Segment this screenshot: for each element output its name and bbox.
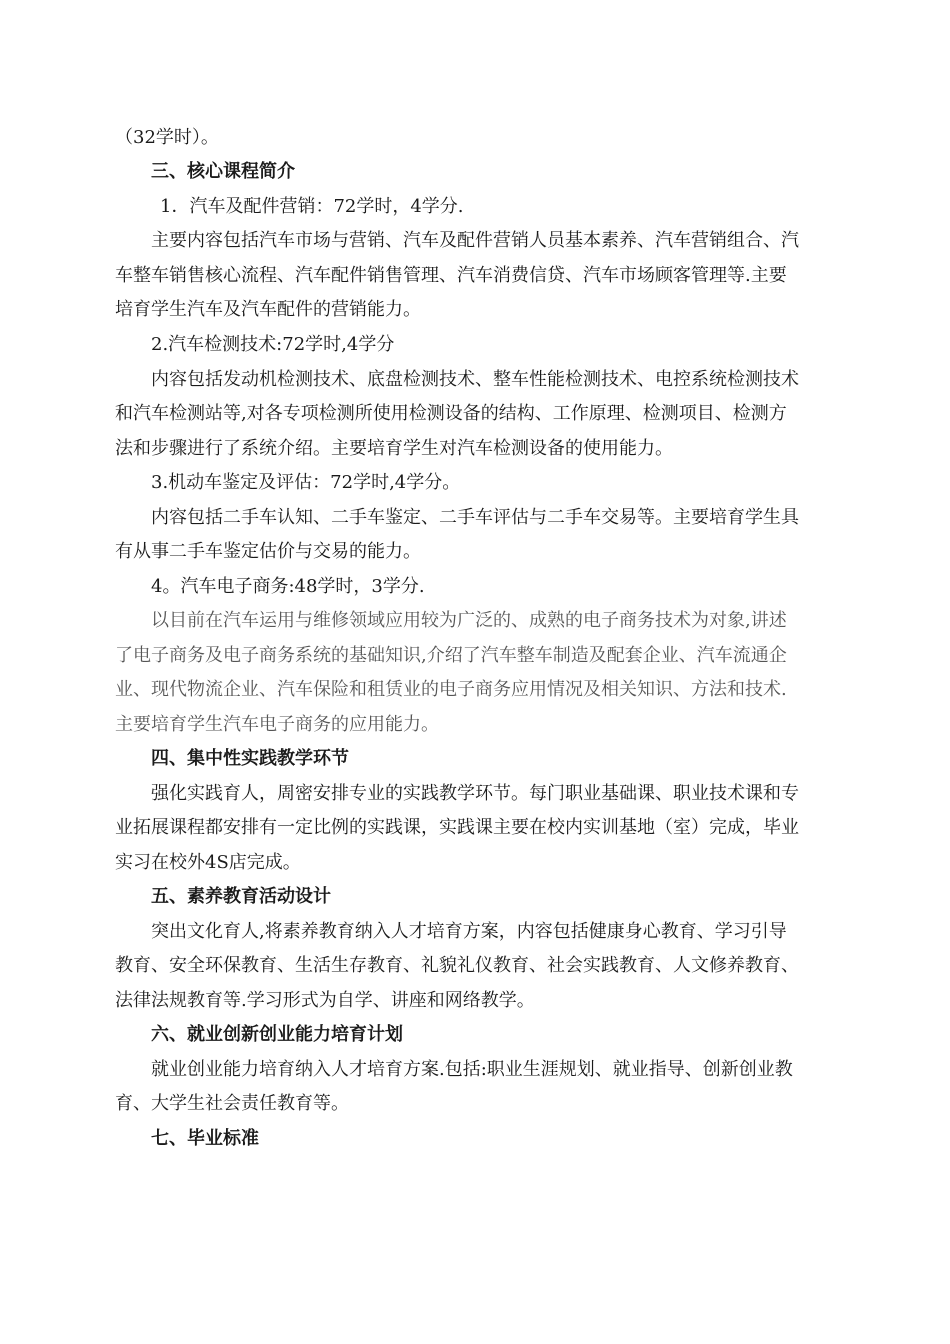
section-heading-core-courses: 三、核心课程简介 bbox=[151, 161, 295, 182]
section-heading-graduation: 七、毕业标准 bbox=[151, 1128, 259, 1149]
paragraph-line: 突出文化育人,将素养教育纳入人才培育方案，内容包括健康身心教育、学习引导 bbox=[151, 921, 787, 942]
paragraph-line: 主要内容包括汽车市场与营销、汽车及配件营销人员基本素养、汽车营销组合、汽 bbox=[151, 230, 799, 251]
paragraph-line: 育、大学生社会责任教育等。 bbox=[115, 1093, 349, 1114]
paragraph-line: 法和步骤进行了系统介绍。主要培育学生对汽车检测设备的使用能力。 bbox=[115, 438, 673, 459]
paragraph-line: 内容包括二手车认知、二手车鉴定、二手车评估与二手车交易等。主要培育学生具 bbox=[151, 507, 799, 528]
paragraph-line: 就业创业能力培育纳入人才培育方案.包括:职业生涯规划、就业指导、创新创业教 bbox=[151, 1059, 793, 1080]
paragraph-line: 业、现代物流企业、汽车保险和租赁业的电子商务应用情况及相关知识、方法和技术. bbox=[115, 679, 787, 700]
paragraph-line: 和汽车检测站等,对各专项检测所使用检测设备的结构、工作原理、检测项目、检测方 bbox=[115, 403, 787, 424]
paragraph-line: （32学时）。 bbox=[115, 127, 219, 148]
paragraph-line: 了电子商务及电子商务系统的基础知识,介绍了汽车整车制造及配套企业、汽车流通企 bbox=[115, 645, 787, 666]
paragraph-line: 内容包括发动机检测技术、底盘检测技术、整车性能检测技术、电控系统检测技术 bbox=[151, 369, 799, 390]
course-title-inspection: 2.汽车检测技术:72学时,4学分 bbox=[151, 334, 395, 355]
paragraph-line: 业拓展课程都安排有一定比例的实践课，实践课主要在校内实训基地（室）完成，毕业 bbox=[115, 817, 799, 838]
course-title-appraisal: 3.机动车鉴定及评估：72学时,4学分。 bbox=[151, 472, 461, 493]
paragraph-line: 实习在校外4S店完成。 bbox=[115, 852, 301, 873]
paragraph-line: 车整车销售核心流程、汽车配件销售管理、汽车消费信贷、汽车市场顾客管理等.主要 bbox=[115, 265, 787, 286]
section-heading-practice: 四、集中性实践教学环节 bbox=[151, 748, 349, 769]
section-heading-employment: 六、就业创新创业能力培育计划 bbox=[151, 1024, 403, 1045]
paragraph-line: 主要培育学生汽车电子商务的应用能力。 bbox=[115, 714, 439, 735]
paragraph-line: 法律法规教育等.学习形式为自学、讲座和网络教学。 bbox=[115, 990, 535, 1011]
paragraph-line: 强化实践育人，周密安排专业的实践教学环节。每门职业基础课、职业技术课和专 bbox=[151, 783, 799, 804]
course-title-parts-marketing: 1．汽车及配件营销：72学时，4学分. bbox=[160, 196, 464, 217]
paragraph-line: 教育、安全环保教育、生活生存教育、礼貌礼仪教育、社会实践教育、人文修养教育、 bbox=[115, 955, 799, 976]
course-title-ecommerce: 4。汽车电子商务:48学时，3学分. bbox=[151, 576, 425, 597]
paragraph-line: 有从事二手车鉴定估价与交易的能力。 bbox=[115, 541, 421, 562]
paragraph-line: 以目前在汽车运用与维修领域应用较为广泛的、成熟的电子商务技术为对象,讲述 bbox=[151, 610, 787, 631]
paragraph-line: 培育学生汽车及汽车配件的营销能力。 bbox=[115, 299, 421, 320]
section-heading-quality-education: 五、素养教育活动设计 bbox=[151, 886, 331, 907]
